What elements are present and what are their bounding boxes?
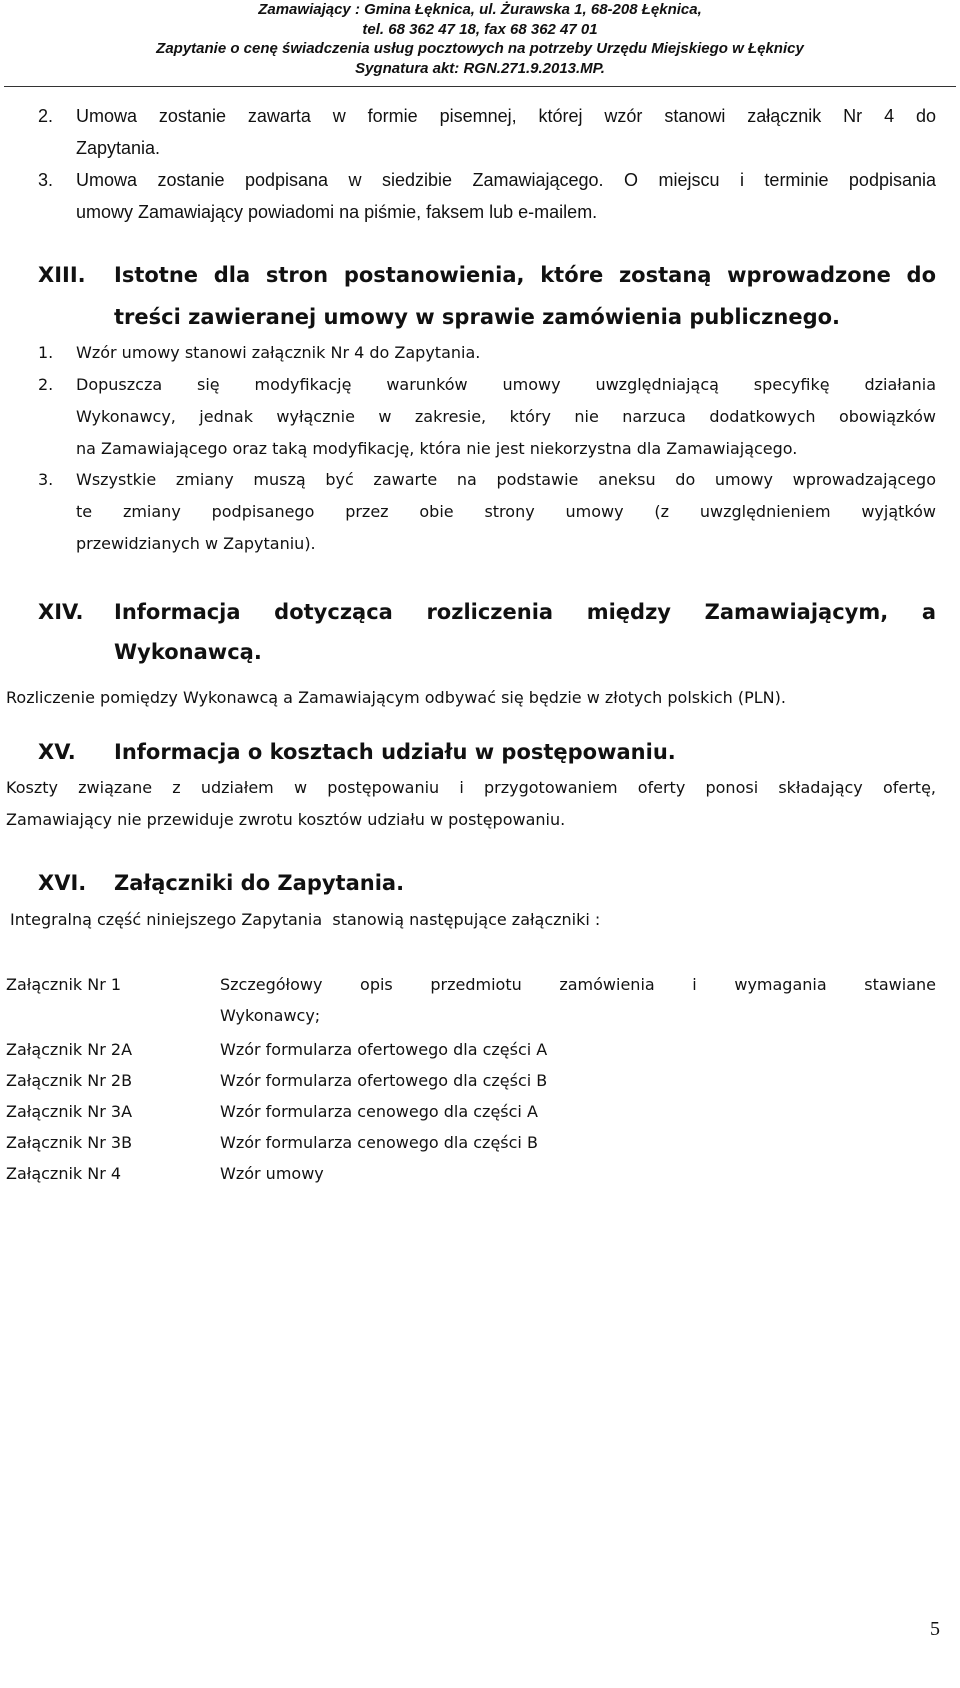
item-number: 3. [38, 470, 54, 489]
attachment-name: Załącznik Nr 2B [6, 1071, 133, 1090]
section-body-line: Zamawiający nie przewiduje zwrotu kosztów udziału w postępowaniu. [6, 810, 566, 829]
document-header [0, 0, 960, 78]
item-text-line: Wzór umowy stanowi załącznik Nr 4 do Zapytania. [76, 343, 481, 362]
section-title-line: Informacja dotycząca rozliczenia między Zamawiającym, a [114, 600, 936, 624]
section-number: XIV. [38, 600, 84, 624]
header-divider [4, 86, 956, 87]
item-text-line: Zapytania. [76, 138, 161, 158]
attachment-name: Załącznik Nr 4 [6, 1164, 122, 1183]
header-line-1: Zamawiający : Gmina Łęknica, ul. Żurawska 1, 68-208 Łęknica, [258, 1, 702, 18]
header-line-2: tel. 68 362 47 18, fax 68 362 47 01 [362, 20, 598, 38]
section-title-line: treści zawieranej umowy w sprawie zamówienia publicznego. [114, 305, 841, 329]
item-number: 3. [38, 170, 54, 190]
header-line-4: Sygnatura akt: RGN.271.9.2013.MP. [355, 59, 605, 77]
attachment-name: Załącznik Nr 1 [6, 975, 122, 994]
header-line-3: Zapytanie o cenę świadczenia usług pocztowych na potrzeby Urzędu Miejskiego w Łęknicy [156, 40, 804, 57]
section-title-line: Istotne dla stron postanowienia, które zostaną wprowadzone do [114, 263, 936, 287]
item-text-line: na Zamawiającego oraz taką modyfikację, która nie jest niekorzystna dla Zamawiającego. [76, 439, 798, 458]
item-text-line: te zmiany podpisanego przez obie strony umowy (z uwzględnieniem wyjątków [76, 502, 936, 521]
attachment-description: Wykonawcy; [220, 1006, 321, 1025]
section-number: XVI. [38, 871, 87, 895]
item-number: 2. [38, 106, 54, 126]
item-text-line: Wszystkie zmiany muszą być zawarte na podstawie aneksu do umowy wprowadzającego [76, 470, 936, 489]
attachment-name: Załącznik Nr 2A [6, 1040, 133, 1059]
section-title: Załączniki do Zapytania. [114, 871, 405, 895]
section-body: Rozliczenie pomiędzy Wykonawcą a Zamawiającym odbywać się będzie w złotych polskich (PLN). [6, 688, 786, 707]
attachment-name: Załącznik Nr 3B [6, 1133, 133, 1152]
page-number: 5 [930, 1618, 940, 1640]
attachment-description: Szczegółowy opis przedmiotu zamówienia i wymagania stawiane [220, 975, 936, 994]
attachment-description: Wzór formularza ofertowego dla części A [220, 1040, 548, 1059]
section-title-line: Wykonawcą. [114, 640, 262, 664]
attachment-description: Wzór umowy [220, 1164, 324, 1183]
item-number: 2. [38, 375, 54, 394]
item-text-line: Umowa zostanie zawarta w formie pisemnej, której wzór stanowi załącznik Nr 4 do [76, 106, 936, 126]
attachment-description: Wzór formularza cenowego dla części B [220, 1133, 538, 1152]
attachment-description: Wzór formularza cenowego dla części A [220, 1102, 538, 1121]
attachment-description: Wzór formularza ofertowego dla części B [220, 1071, 548, 1090]
item-text-line: Dopuszcza się modyfikację warunków umowy uwzględniającą specyfikę działania [76, 375, 936, 394]
section-intro: Integralną część niniejszego Zapytania stanowią następujące załączniki : [10, 910, 601, 929]
section-number: XIII. [38, 263, 86, 287]
item-text-line: Wykonawcy, jednak wyłącznie w zakresie, który nie narzuca dodatkowych obowiązków [76, 407, 936, 426]
section-body-line: Koszty związane z udziałem w postępowaniu i przygotowaniem oferty ponosi składający ofertę, [6, 778, 936, 797]
item-text-line: umowy Zamawiający powiadomi na piśmie, faksem lub e-mailem. [76, 202, 598, 222]
item-text-line: przewidzianych w Zapytaniu). [76, 534, 316, 553]
attachment-name: Załącznik Nr 3A [6, 1102, 133, 1121]
item-text-line: Umowa zostanie podpisana w siedzibie Zamawiającego. O miejscu i terminie podpisania [76, 170, 936, 190]
section-title: Informacja o kosztach udziału w postępowaniu. [114, 740, 676, 764]
section-number: XV. [38, 740, 76, 764]
item-number: 1. [38, 343, 54, 362]
